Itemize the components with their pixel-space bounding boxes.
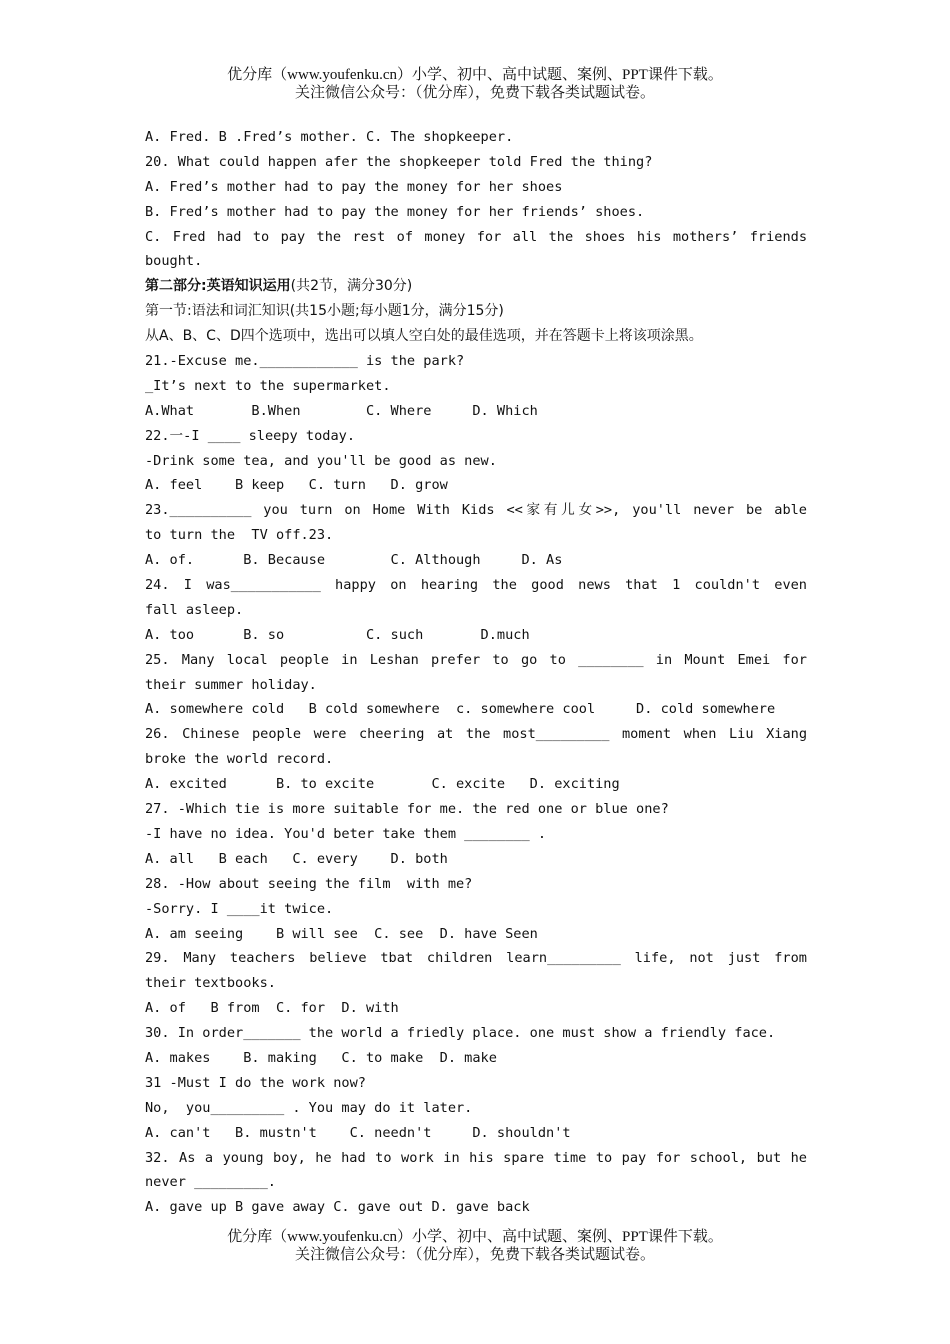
text-line: bought.: [145, 253, 203, 270]
section-title-rest: (共2节，满分30分): [290, 278, 413, 295]
question-24: 24. I was___________ happy on hearing the good news that 1 couldn't even: [145, 577, 807, 594]
option-line: A. Fred’s mother had to pay the money for her shoes: [145, 178, 563, 195]
option-line: A. can't B. mustn't C. needn't D. shouldn't: [145, 1124, 571, 1141]
question-20: 20. What could happen afer the shopkeeper told Fred the thing?: [145, 153, 653, 170]
question-21: 21.-Excuse me.____________ is the park?: [145, 353, 465, 370]
section-title-bold: 第二部分:英语知识运用: [145, 278, 291, 295]
question-23: 23.__________ you turn on Home With Kids <<家有儿女>>, you'll never be able: [145, 502, 807, 519]
option-line: A. makes B. making C. to make D. make: [145, 1049, 497, 1066]
option-line: A.What B.When C. Where D. Which: [145, 402, 538, 419]
page-header: [0, 66, 950, 102]
document-body: [145, 125, 807, 1220]
text-line: No, you_________ . You may do it later.: [145, 1099, 473, 1116]
option-line: C. Fred had to pay the rest of money for all the shoes his mothers’ friends: [145, 228, 807, 245]
text-line: -I have no idea. You'd beter take them ________ .: [145, 825, 547, 842]
text-line: their summer holiday.: [145, 676, 317, 693]
question-27: 27. -Which tie is more suitable for me. the red one or blue one?: [145, 801, 669, 818]
option-line: A. too B. so C. such D.much: [145, 626, 530, 643]
option-line: B. Fred’s mother had to pay the money for her friends’ shoes.: [145, 203, 645, 220]
page-footer: [0, 1228, 950, 1264]
option-line: A. feel B keep C. turn D. grow: [145, 477, 448, 494]
text-line: their textbooks.: [145, 975, 276, 992]
text-line: _It’s next to the supermarket.: [145, 377, 391, 394]
text-line: A. Fred. B .Fred’s mother. C. The shopkeeper.: [145, 129, 514, 145]
option-line: A. of B from C. for D. with: [145, 1000, 399, 1017]
question-25: 25. Many local people in Leshan prefer to go to ________ in Mount Emei for: [145, 651, 807, 668]
question-29: 29. Many teachers believe tbat children learn_________ life, not just from: [145, 950, 807, 967]
option-line: A. gave up B gave away C. gave out D. gave back: [145, 1199, 530, 1216]
subsection-title: 第一节:语法和词汇知识(共15小题;每小题1分，满分15分): [145, 303, 504, 320]
question-28: 28. -How about seeing the film with me?: [145, 875, 473, 892]
question-26: 26. Chinese people were cheering at the most_________ moment when Liu Xiang: [145, 726, 807, 743]
option-line: A. of. B. Because C. Although D. As: [145, 552, 563, 569]
text-line: broke the world record.: [145, 751, 334, 768]
question-22: 22.一-I ____ sleepy today.: [145, 427, 356, 444]
text-line: to turn the TV off.23.: [145, 527, 334, 544]
section-title: [145, 274, 807, 299]
text-line: -Sorry. I ____it twice.: [145, 900, 334, 917]
header-line-1: 优分库（www.youfenku.cn）小学、初中、高中试题、案例、PPT课件下载。: [227, 67, 723, 83]
text-line: -Drink some tea, and you'll be good as new.: [145, 452, 497, 469]
option-line: A. excited B. to excite C. excite D. exciting: [145, 776, 620, 793]
option-line: A. all B each C. every D. both: [145, 850, 448, 867]
footer-line-2: 关注微信公众号：（优分库），免费下载各类试题试卷。: [294, 1247, 655, 1263]
option-line: A. am seeing B will see C. see D. have Seen: [145, 925, 538, 942]
option-line: A. somewhere cold B cold somewhere c. somewhere cool D. cold somewhere: [145, 701, 776, 718]
instructions: 从A、B、C、D四个选项中，选出可以填人空白处的最佳选项，并在答题卡上将该项涂黑。: [145, 328, 703, 345]
footer-line-1: 优分库（www.youfenku.cn）小学、初中、高中试题、案例、PPT课件下载。: [227, 1229, 723, 1245]
question-32: 32. As a young boy, he had to work in his spare time to pay for school, but he: [145, 1149, 807, 1166]
question-30: 30. In order_______ the world a friedly place. one must show a friendly face.: [145, 1025, 776, 1042]
question-31: 31 -Must I do the work now?: [145, 1074, 366, 1091]
text-line: fall asleep.: [145, 601, 244, 618]
text-line: never _________.: [145, 1174, 276, 1191]
header-line-2: 关注微信公众号：（优分库），免费下载各类试题试卷。: [294, 85, 655, 101]
